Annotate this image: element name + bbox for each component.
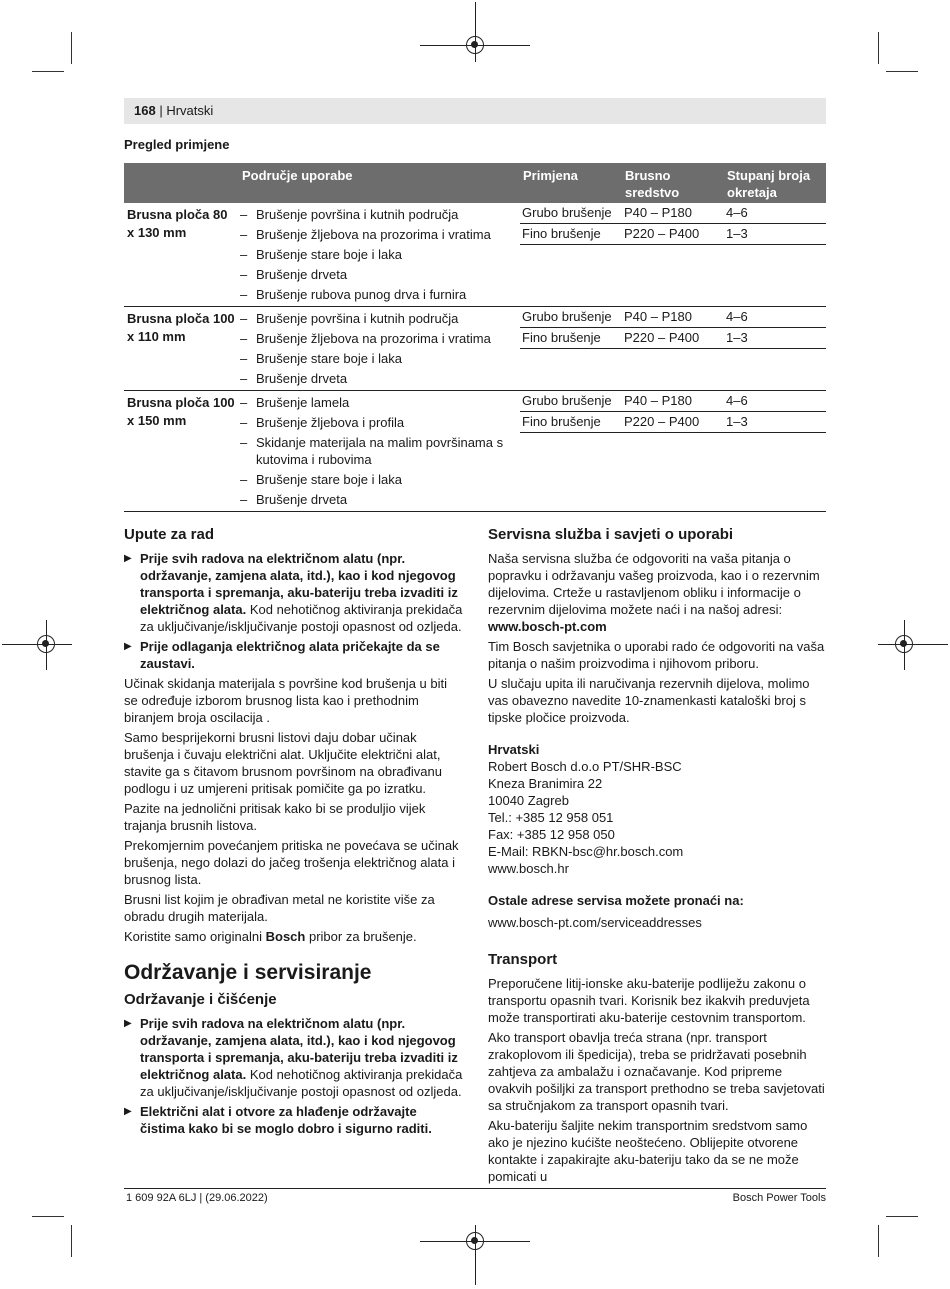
application-abrasive: P220 – P400: [622, 224, 724, 245]
warning-text: Kod nehotičnog aktiviranja prekidača za uključivanje/isključivanje postoji opasnost od ozljeda.: [140, 1067, 463, 1099]
warning-bullet: [124, 1103, 464, 1137]
footer-doc-id: 1 609 92A 6LJ | (29.06.2022): [126, 1192, 268, 1204]
warning-bullet: [124, 550, 464, 635]
list-item: – Brušenje žljebova i profila: [240, 414, 518, 431]
warning-bold-text: Prije odlaganja električnog alata pričekajte da se zaustavi.: [140, 639, 440, 671]
crop-mark: [32, 1216, 64, 1217]
application-abrasive: P40 – P180: [622, 203, 724, 224]
applications-cell: [520, 307, 826, 391]
table-row: [124, 307, 826, 391]
paragraph: Naša servisna služba će odgovoriti na vaša pitanja o popravku i održavanju vašeg proizvoda, kao i o rezervnim dijelovima. Crteže u rastavljenom obliku i informacije o rezervnim dijelovima možete naći i na našoj adresi:: [488, 551, 820, 617]
page-number: 168: [134, 103, 156, 118]
application-abrasive: P220 – P400: [622, 328, 724, 349]
uses-cell: [238, 391, 520, 512]
warning-text: Kod nehotičnog aktiviranja prekidača za uključivanje/isključivanje postoji opasnost od ozljeda.: [140, 602, 463, 634]
list-item: – Brušenje žljebova na prozorima i vratima: [240, 226, 518, 243]
paragraph: Učinak skidanja materijala s površine kod brušenja u biti se određuje izborom brusnog lista kao i prethodnim biranjem broja oscilacija .: [124, 676, 447, 725]
list-item: – Brušenje stare boje i laka: [240, 471, 518, 488]
application-row: [520, 224, 826, 245]
table-row: [124, 203, 826, 307]
plate-cell: Brusna ploča 100 x 110 mm: [124, 307, 238, 391]
list-item: – Brušenje stare boje i laka: [240, 350, 518, 367]
crop-mark: [878, 1225, 879, 1257]
crop-mark: [71, 32, 72, 64]
header-bar: [124, 98, 826, 124]
application-row: [520, 412, 826, 433]
text: Koristite samo originalni: [124, 929, 266, 944]
application-abrasive: P40 – P180: [622, 391, 724, 412]
paragraph: [124, 928, 464, 945]
service-addresses-url[interactable]: www.bosch-pt.com/serviceaddresses: [488, 915, 702, 930]
crop-mark: [886, 1216, 918, 1217]
application-name: Grubo brušenje: [520, 203, 622, 224]
uses-cell: [238, 203, 520, 307]
application-speed: 4–6: [724, 307, 826, 328]
address-line: E-Mail: RBKN-bsc@hr.bosch.com: [488, 844, 684, 859]
uses-list: [240, 394, 518, 508]
applications-subtable: [520, 203, 826, 245]
header-cell: Područje uporabe: [238, 163, 520, 203]
page-header: 168 | Hrvatski: [134, 103, 214, 118]
paragraph: Aku-bateriju šaljite nekim transportnim sredstvom samo ako je njezino kućište neoštećeno. Oblijepite otvorene kontakte i zapakirajte aku-bateriju tako da se ne može pomicati u: [488, 1118, 808, 1184]
header-cell: Stupanj broja okretaja: [724, 163, 826, 203]
address-line: Kneza Branimira 22: [488, 776, 603, 791]
list-item: – Brušenje drveta: [240, 491, 518, 508]
application-name: Grubo brušenje: [520, 391, 622, 412]
paragraph: Preporučene litij-ionske aku-baterije podliježu zakonu o transportu opasnih tvari. Korisnik bez ikakvih preduvjeta može transportirati aku-baterije cestovnim transportom.: [488, 976, 810, 1025]
paragraph: Prekomjernim povećanjem pritiska ne povećava se učinak brušenja, nego dolazi do jačeg trošenja električnog alata i brusnog lista.: [124, 838, 459, 887]
left-column: [124, 526, 464, 1140]
table-row: [124, 391, 826, 512]
application-speed: 4–6: [724, 203, 826, 224]
crop-mark: [878, 32, 879, 64]
application-speed: 1–3: [724, 224, 826, 245]
other-addresses-heading: Ostale adrese servisa možete pronaći na:: [488, 893, 744, 908]
application-name: Grubo brušenje: [520, 307, 622, 328]
crop-mark: [886, 71, 918, 72]
application-row: [520, 328, 826, 349]
crop-mark: [32, 71, 64, 72]
applications-subtable: [520, 391, 826, 433]
address-line: www.bosch.hr: [488, 861, 569, 876]
brand-text: Bosch: [265, 929, 306, 944]
registration-line: [878, 644, 948, 645]
crop-mark: [71, 1225, 72, 1257]
paragraph: Ako transport obavlja treća strana (npr. transport zrakoplovom ili špedicija), treba se pridržavati posebnih zahtjeva za ambalažu i označavanje. Kod pripreme ovakvih pošiljki za transport prethodno se treba savjetovati sa stručnjakom za transport opasnih tvari.: [488, 1030, 825, 1113]
application-row: [520, 307, 826, 328]
list-item: – Brušenje žljebova na prozorima i vratima: [240, 330, 518, 347]
list-item: – Brušenje površina i kutnih područja: [240, 310, 518, 327]
list-item: – Brušenje rubova punog drva i furnira: [240, 286, 518, 303]
registration-target-icon: [895, 635, 913, 653]
uses-list: [240, 206, 518, 303]
footer-divider: [124, 1188, 826, 1189]
list-item: – Brušenje površina i kutnih područja: [240, 206, 518, 223]
page-language: Hrvatski: [166, 103, 214, 118]
service-url[interactable]: www.bosch-pt.com: [488, 619, 607, 634]
warning-bold-text: Električni alat i otvore za hlađenje održavajte čistima kako bi se moglo dobro i sigurno raditi.: [140, 1104, 432, 1136]
plate-cell: Brusna ploča 80 x 130 mm: [124, 203, 238, 307]
paragraph: Pazite na jednolični pritisak kako bi se produljio vijek trajanja brusnih listova.: [124, 801, 426, 833]
applications-cell: [520, 203, 826, 307]
address-line: Fax: +385 12 958 050: [488, 827, 615, 842]
registration-target-icon: [37, 635, 55, 653]
text: pribor za brušenje.: [305, 929, 417, 944]
maintenance-subtitle: Održavanje i čišćenje: [124, 991, 277, 1008]
list-item: – Skidanje materijala na malim površinama s kutovima i rubovima: [240, 434, 518, 468]
warning-bullet: [124, 638, 464, 672]
table-header-row: [124, 163, 826, 203]
paragraph: Brusni list kojim je obrađivan metal ne koristite više za obradu drugih materijala.: [124, 892, 435, 924]
list-item: – Brušenje lamela: [240, 394, 518, 411]
application-table: [124, 163, 826, 512]
application-abrasive: P40 – P180: [622, 307, 724, 328]
application-abrasive: P220 – P400: [622, 412, 724, 433]
application-speed: 4–6: [724, 391, 826, 412]
warning-bold-text: Prije svih radova na električnom alatu (npr. održavanje, zamjena alata, itd.), kao i kod njegovog transporta i spremanja, aku-bateriju treba izvaditi iz električnog alata.: [140, 1016, 458, 1082]
uses-cell: [238, 307, 520, 391]
registration-target-icon: [466, 36, 484, 54]
warning-bullet: [124, 1015, 464, 1100]
applications-cell: [520, 391, 826, 512]
uses-list: [240, 310, 518, 387]
work-instructions-title: Upute za rad: [124, 526, 215, 543]
paragraph: Tim Bosch savjetnika o uporabi rado će odgovoriti na vaša pitanja o našim proizvodima i njihovom priboru.: [488, 639, 825, 671]
header-cell: Primjena: [520, 163, 622, 203]
application-speed: 1–3: [724, 328, 826, 349]
plate-cell: Brusna ploča 100 x 150 mm: [124, 391, 238, 512]
address-line: 10040 Zagreb: [488, 793, 569, 808]
table-section-title: Pregled primjene: [124, 137, 230, 152]
address-line: Tel.: +385 12 958 051: [488, 810, 614, 825]
list-item: – Brušenje drveta: [240, 266, 518, 283]
service-title: Servisna služba i savjeti o uporabi: [488, 526, 734, 543]
application-name: Fino brušenje: [520, 328, 622, 349]
list-item: – Brušenje drveta: [240, 370, 518, 387]
right-column: [488, 526, 828, 1188]
country-heading: Hrvatski: [488, 742, 540, 757]
address-line: Robert Bosch d.o.o PT/SHR-BSC: [488, 759, 682, 774]
maintenance-title: Održavanje i servisiranje: [124, 961, 372, 984]
header-cell: Brusno sredstvo: [622, 163, 724, 203]
footer-brand: Bosch Power Tools: [732, 1192, 826, 1204]
application-name: Fino brušenje: [520, 224, 622, 245]
header-cell: [124, 163, 238, 203]
transport-title: Transport: [488, 951, 558, 968]
application-row: [520, 391, 826, 412]
registration-target-icon: [466, 1232, 484, 1250]
applications-subtable: [520, 307, 826, 349]
application-speed: 1–3: [724, 412, 826, 433]
paragraph: U slučaju upita ili naručivanja rezervnih dijelova, molimo vas obavezno navedite 10-znamenkasti kataloški broj s tipske pločice proizvoda.: [488, 676, 810, 725]
address-block: [488, 758, 828, 877]
application-name: Fino brušenje: [520, 412, 622, 433]
application-row: [520, 203, 826, 224]
list-item: – Brušenje stare boje i laka: [240, 246, 518, 263]
warning-bold-text: Prije svih radova na električnom alatu (npr. održavanje, zamjena alata, itd.), kao i kod njegovog transporta i spremanja, aku-bateriju treba izvaditi iz električnog alata.: [140, 551, 458, 617]
paragraph: Samo besprijekorni brusni listovi daju dobar učinak brušenja i čuvaju električni alat. Uključite električni alat, stavite ga s čitavom brusnom površinom na obrađivanu podlogu i uz umjereni pritisak pomičite ga po izratku.: [124, 730, 442, 796]
